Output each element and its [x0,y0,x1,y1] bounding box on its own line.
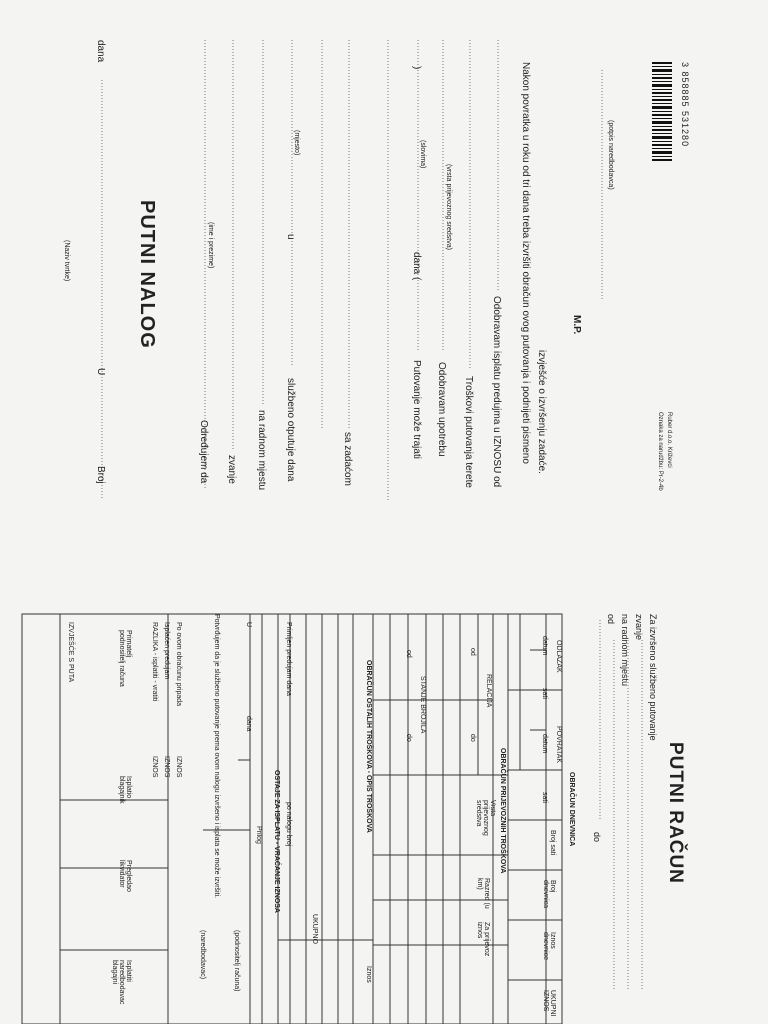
mjesto-text-label: (mjesto) [293,130,300,156]
relacija-do: do [469,734,476,742]
odlazak-datum: datum [541,636,548,656]
close-paren-text: ) [411,66,422,70]
ukupni-iznos-label: UKUPNI IZNOS [542,990,556,1017]
odlazak-label: ODLAZAK [555,640,562,673]
iznos-2-label: IZNOS [163,756,170,778]
povratak-sati: sati [541,792,548,803]
potpis-naredbodavca-text: (potpis naredbodavca) [607,120,614,190]
razred-label: Razred (u km) [476,878,490,909]
prilog-label: Prilog [255,826,262,844]
nalog-title: PUTNI NALOG [136,200,158,349]
izvrseno-text: Za izvršeno službeno putovanje [648,614,658,741]
publisher-text-2: Oznaka za narudžbu: Pr-2-4b [657,412,663,491]
relacija-od: od [469,648,476,656]
iznos-1-label: IZNOS [175,756,182,778]
stanje-od: od [405,650,412,658]
povratak-text-2: izvješće o izvršenju zadaće. [536,350,547,474]
racun-u-label: U [245,622,252,628]
zvanje-text: zvanje [226,455,237,484]
trajati-text: Putovanje može trajati [411,360,422,459]
naziv-tvrtke-label: (Naziv tvrtke) [63,240,70,282]
primatelj-label: Primatelj podnositelj računa [118,630,132,687]
isplatio-label: Isplatio blagajnik [118,776,132,804]
slovima-text-label: (slovima) [419,140,426,169]
radno-mjesto-text: na radnom mjestu [256,410,267,491]
broj-dnevnica-label: Broj dnevnica [542,880,556,909]
razlika-label: RAZLIKA - isplatiti - vratiti [151,622,158,702]
publisher-text-1: Ruber d.o.o. Križevci [666,412,672,468]
nalog-broj-label: Broj [95,466,106,484]
upotrebu-text: Odobravam upotrebu [436,362,447,457]
racun-od-text: od [606,614,616,625]
barcode-graphic [652,62,672,161]
primljen-label: Primljen predujam dana [285,622,292,696]
ukupno-label: UKUPNO [311,914,318,944]
barcode-number-text: 3 858885 531280 [680,62,690,148]
potvrdujem-label: Potvrđujem da je službeno putovanje prema ovom nalogu izvršeno i isplata se može izvršiti. [213,614,220,899]
racun-title: PUTNI RAČUN [665,742,686,884]
u-mjesto-text: u [285,234,296,240]
racun-radno-mjesto-text: na radnom mjestu [620,614,630,687]
ime-prezime-label: (ime i prezime) [207,222,214,269]
odlazak-sati: sati [541,688,548,699]
podnositelj-label: (podnositelj računa) [233,930,240,992]
ostaje-label: OSTAJE ZA ISPLATU - VRAĆANJE IZNOSA [273,770,280,913]
dana-paren-text: dana ( [411,252,422,281]
isplatiti-label: Isplatiti naredbodavac blagajni [111,960,132,1005]
povratak-label: POVRATAK [555,726,562,764]
stanje-do: do [405,734,412,742]
za-prijevoz-label: Za prijevoz iznos [476,922,490,957]
iznos-dnevnice-label: Iznos dnevnice [542,932,556,961]
stanje-brojila-label: STANJE BROJILA [419,676,426,734]
ostali-title: OBRAČUN OSTALIH TROŠKOVA - OPIS TROŠKOVA [365,660,372,833]
obracun-label: Po ovom obračunu pripada [175,622,182,707]
po-nalogu-label: po nalogu broj [285,802,292,847]
povratak-text-1: Nakon povratka u roku od tri dana treba izvršiti obračun ovog putovanja i podnijeti pismeno [520,62,531,464]
zadaca-text: sa zadaćom [342,432,353,486]
troskovi-text: Troškovi putovanja terete [463,376,474,488]
nalog-u-label: U [95,368,106,376]
iznos-3-label: IZNOS [151,756,158,778]
broj-sati-label: Broj sati [549,830,556,856]
racun-do-text: do [592,832,602,843]
vrsta-sredstva-label: (vrsta prijevoznog sredstva) [445,164,452,250]
dnevnice-title: OBRAČUN DNEVNICA [568,772,575,847]
relacija-label: RELACIJA [485,674,492,708]
mp-text: M.P. [571,315,582,335]
prijevoz-title: OBRAČUN PRIJEVOZNIH TROŠKOVA [499,748,506,874]
povratak-datum: datum [541,734,548,754]
nalog-dana-label: dana [95,40,106,63]
isplacen-label: Isplaćen predujam [163,622,170,680]
pregledao-label: Pregledao likvidator [118,860,132,892]
izvjesce-label: IZVJEŠĆE S PUTA [67,622,74,683]
odredujem-text: Određujem da [198,420,209,484]
vrsta-prijevoza-label: Vrsta prijevoznog sredstva [475,800,496,836]
predujam-text: Odobravam isplatu predujma u IZNOSU od [491,296,502,488]
racun-zvanje-text: zvanje [634,614,644,641]
ostali-iznos-label: Iznos [365,966,372,983]
putni-nalog-group [652,62,672,161]
racun-dana-label: dana [245,716,252,732]
naredbodavac-label: (naredbodavac) [199,930,206,980]
otputuje-text: službeno otputuje dana [285,378,296,482]
